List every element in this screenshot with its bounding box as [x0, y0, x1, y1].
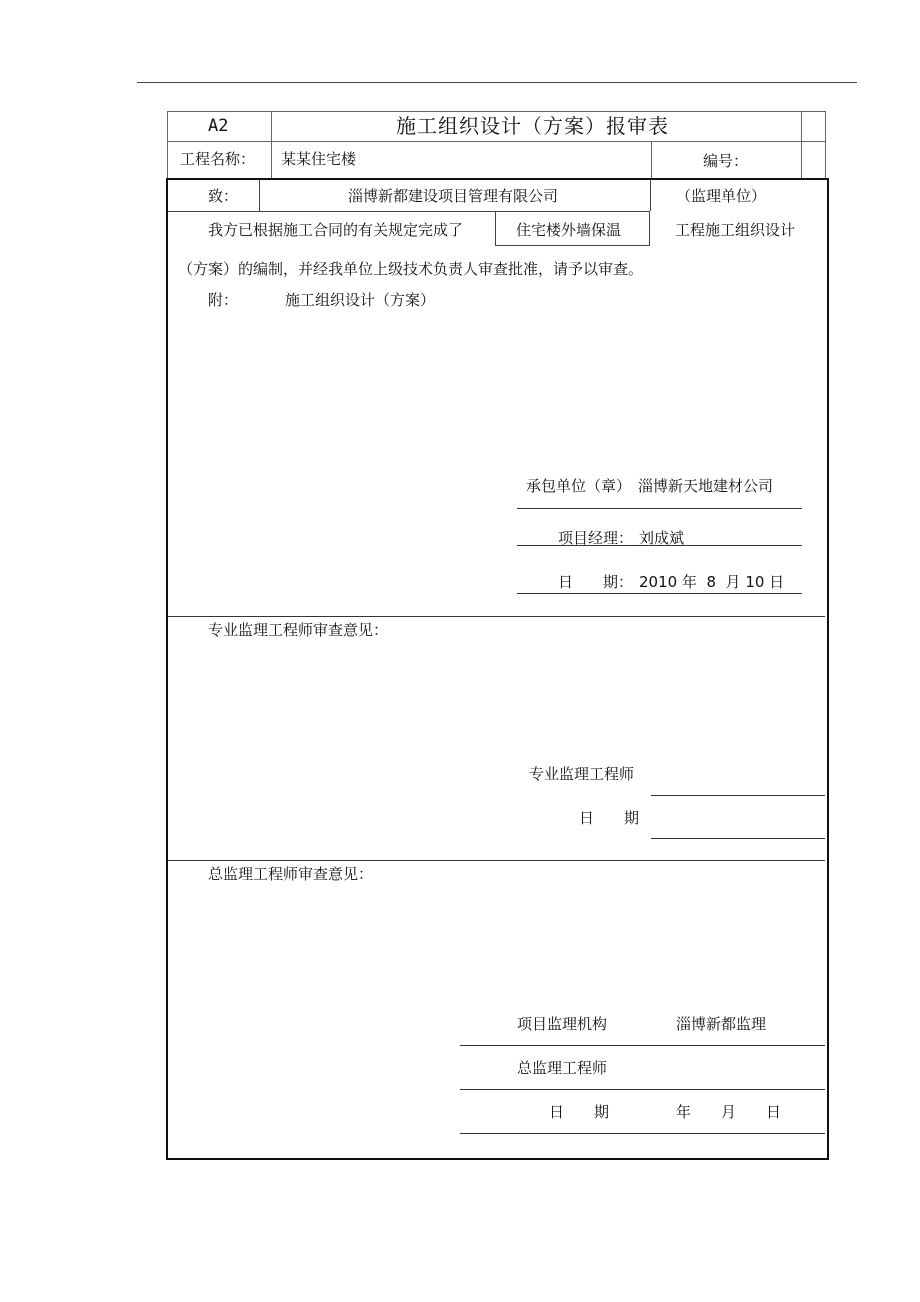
specialist-engineer-underline [651, 795, 825, 796]
contractor-date-value: 2010 年 8 月 10 日 [639, 573, 785, 591]
page-header-rule [137, 82, 857, 83]
supervision-org-underline [460, 1045, 825, 1046]
statement-project: 住宅楼外墙保温 [516, 221, 622, 239]
form-code: A2 [208, 116, 229, 136]
form-title: 施工组织设计（方案）报审表 [396, 114, 669, 138]
serial-no-label: 编号： [703, 152, 749, 170]
addressee-divider-2 [650, 180, 651, 211]
attachment-label: 附： [208, 291, 239, 309]
to-label: 致： [208, 187, 239, 205]
specialist-date-label: 日 期 [579, 809, 640, 827]
contractor-unit-value: 淄博新天地建材公司 [638, 477, 774, 495]
chief-date-label: 日 期 [549, 1103, 610, 1121]
header-left-border [167, 111, 168, 179]
section-divider-specialist [168, 616, 825, 617]
chief-date-underline [460, 1133, 825, 1134]
contractor-unit-label: 承包单位（章） [526, 477, 632, 495]
project-manager-underline [517, 545, 802, 546]
contractor-date-label: 日 期： [558, 573, 634, 591]
project-manager-label: 项目经理： [558, 529, 634, 547]
supervisor-company: 淄博新都建设项目管理有限公司 [348, 187, 559, 205]
specialist-date-underline [651, 838, 825, 839]
chief-review-heading: 总监理工程师审查意见： [208, 865, 374, 883]
chief-date-value: 年 月 日 [676, 1103, 782, 1121]
specialist-engineer-label: 专业监理工程师 [529, 765, 635, 783]
contractor-date-underline [517, 593, 802, 594]
contractor-unit-underline [517, 508, 802, 509]
project-name-value: 某某住宅楼 [281, 150, 357, 168]
chief-engineer-label: 总监理工程师 [517, 1059, 608, 1077]
header-divider-3 [801, 111, 802, 179]
header-top-border [167, 111, 826, 112]
supervisor-unit-suffix: （监理单位） [676, 187, 767, 205]
addressee-divider-1 [259, 180, 260, 211]
form-body-frame [166, 178, 829, 1160]
header-right-border [825, 111, 826, 179]
statement-line1-prefix: 我方已根据施工合同的有关规定完成了 [208, 221, 464, 239]
section-divider-chief [168, 860, 825, 861]
statement-line1-suffix: 工程施工组织设计 [675, 221, 796, 239]
project-name-label: 工程名称： [180, 150, 256, 168]
attachment-value: 施工组织设计（方案） [285, 291, 436, 309]
chief-engineer-underline [460, 1089, 825, 1090]
supervision-org-label: 项目监理机构 [517, 1015, 608, 1033]
specialist-review-heading: 专业监理工程师审查意见： [208, 621, 389, 639]
header-divider-1 [271, 111, 272, 179]
statement-line2: （方案）的编制，并经我单位上级技术负责人审查批准，请予以审查。 [178, 260, 644, 278]
header-mid-border [167, 141, 826, 142]
project-manager-value: 刘成斌 [639, 529, 685, 547]
header-divider-2 [651, 141, 652, 179]
supervision-org-value: 淄博新都监理 [676, 1015, 767, 1033]
